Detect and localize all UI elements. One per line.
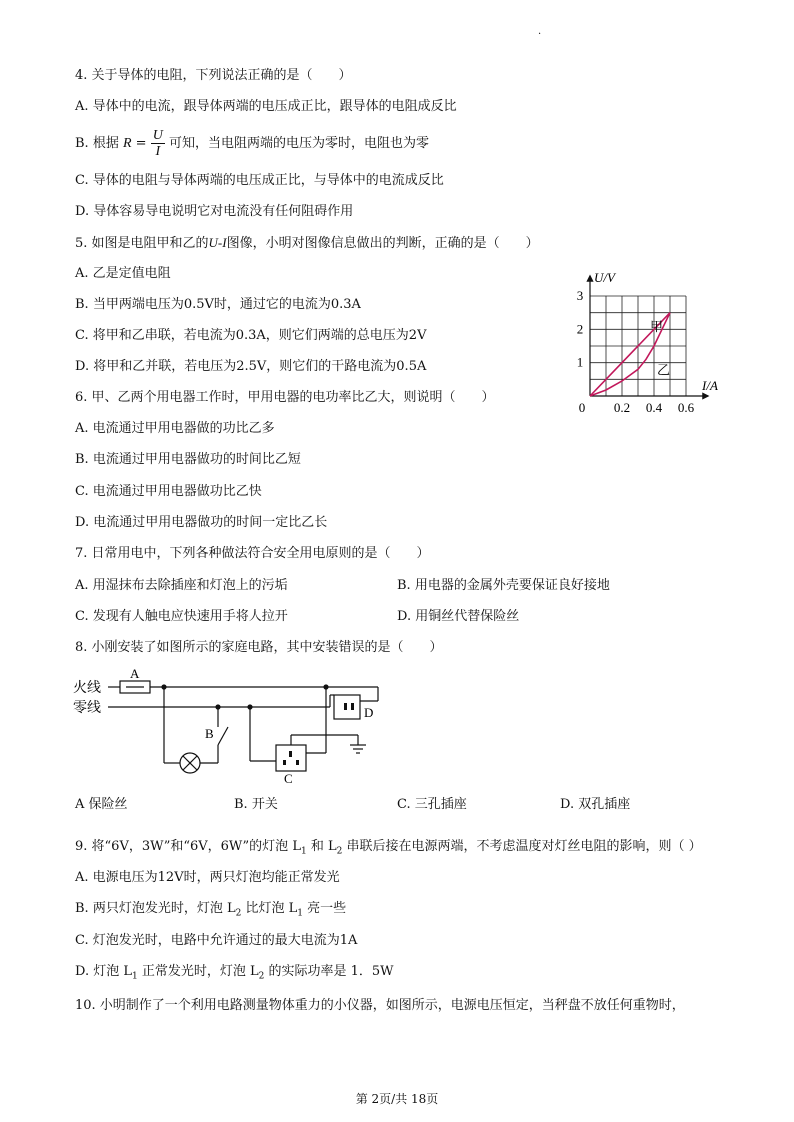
page-footer: 第 2页/共 18页 [355,1092,439,1106]
q6-option-b: B. 电流通过甲用电器做功的时间比乙短 [75,452,301,467]
label-a: A [130,666,140,681]
y-tick-label: 1 [576,354,584,370]
q7-option-d: D. 用铜丝代替保险丝 [397,609,520,624]
q10-stem: 10. 小明制作了一个利用电路测量物体重力的小仪器，如图所示，电源电压恒定，当秤盘不放任何重物时， [75,998,685,1013]
formula-denominator: I [155,144,161,159]
q9-option-b [75,900,346,923]
q5-option-d: D. 将甲和乙并联，若电压为2.5V，则它们的干路电流为0.5A [75,359,427,374]
q9-b-post: 亮一些 [302,901,347,916]
y-axis-label: U/V [594,270,615,285]
y-tick-label: 2 [576,321,584,337]
q5-option-b: B. 当甲两端电压为0.5V时，通过它的电流为0.3A [75,297,361,312]
q9-option-d [75,963,394,986]
q5-stem-post: 图像，小明对图像信息做出的判断，正确的是（ ） [226,236,539,251]
q9-stem-mid: 和 L [306,839,337,854]
q9-stem-post: 串联后接在电源两端，不考虑温度对灯丝电阻的影响，则（ ） [342,839,702,854]
q5-stem-ui: U-I [208,235,227,250]
q4-option-b-prefix: B. 根据 [75,136,119,151]
label-b: B [205,726,214,741]
q5-option-c: C. 将甲和乙串联，若电流为0.3A，则它们两端的总电压为2V [75,328,427,343]
q9-stem-pre: 9. 将“6V，3W”和“6V，6W”的灯泡 L [75,839,301,854]
q7-option-b: B. 用电器的金属外壳要保证良好接地 [397,578,610,593]
x-tick-label: 0.4 [645,400,663,415]
three-hole-socket-icon [276,745,306,771]
q4-option-b [75,126,429,162]
label-d: D [364,705,374,720]
q8-option-d: D. 双孔插座 [560,797,631,812]
top-mark: . [538,26,542,37]
series-label-yi: 乙 [657,362,671,378]
q4-option-c: C. 导体的电阻与导体两端的电压成正比，与导体中的电流成反比 [75,173,444,188]
x-axis-label: I/A [702,378,718,393]
q5-stem-pre: 5. 如图是电阻甲和乙的 [75,236,209,251]
q8-option-a: A 保险丝 [75,797,128,812]
q6-option-a: A. 电流通过甲用电器做的功比乙多 [75,421,275,436]
q9-d-mid: 正常发光时，灯泡 L [137,964,259,979]
q8-stem: 8. 小刚安装了如图所示的家庭电路，其中安装错误的是（ ） [75,640,443,655]
q8-option-c: C. 三孔插座 [397,797,467,812]
q7-stem: 7. 日常用电中，下列各种做法符合安全用电原则的是（ ） [75,546,430,561]
y-tick-label: 3 [576,288,584,303]
q9-sub-2: 2 [336,846,343,857]
formula-numerator: U [152,128,163,143]
q9-option-a: A. 电源电压为12V时，两只灯泡均能正常发光 [75,870,340,885]
q9-d-sub-2: 2 [258,971,265,982]
q4-option-d: D. 导体容易导电说明它对电流没有任何阻碍作用 [75,204,354,219]
q4-option-b-suffix: 可知，当电阻两端的电压为零时，电阻也为零 [168,136,429,151]
formula-fraction [151,128,165,159]
q6-option-d: D. 电流通过甲用电器做功的时间一定比乙长 [75,515,328,530]
q9-d-post: 的实际功率是 1．5W [264,964,394,979]
q9-stem [75,838,702,861]
q9-d-pre: D. 灯泡 L [75,964,132,979]
formula-equals: = [135,136,147,151]
label-c: C [284,771,293,786]
q7-option-c: C. 发现有人触电应快速用手将人拉开 [75,609,288,624]
q9-d-sub-1: 1 [132,971,138,982]
q9-b-sub-2: 1 [297,908,303,919]
q9-option-c: C. 灯泡发光时，电路中允许通过的最大电流为1A [75,933,358,948]
q8-option-b: B. 开关 [234,797,278,812]
q5-option-a: A. 乙是定值电阻 [75,266,171,281]
series-label-jia: 甲 [650,319,664,334]
q9-b-sub-1: 2 [235,908,242,919]
ui-chart [572,268,722,418]
live-wire-label: 火线 [73,681,101,696]
formula-r: R [122,136,132,151]
q6-stem: 6. 甲、乙两个用电器工作时，甲用电器的电功率比乙大，则说明（ ） [75,390,495,405]
q5-stem [75,234,539,253]
q6-option-c: C. 电流通过甲用电器做功比乙快 [75,484,262,499]
q9-sub-1: 1 [300,846,307,857]
switch-blade [218,727,228,745]
neutral-wire-label: 零线 [73,701,101,716]
q4-option-a: A. 导体中的电流，跟导体两端的电压成正比，跟导体的电阻成反比 [75,99,457,114]
q9-b-pre: B. 两只灯泡发光时，灯泡 L [75,901,236,916]
x-tick-label: 0 [578,400,586,415]
q4-stem: 4. 关于导体的电阻，下列说法正确的是（ ） [75,68,352,83]
x-tick-label: 0.6 [677,400,695,415]
q9-b-mid: 比灯泡 L [241,901,298,916]
x-tick-label: 0.2 [613,400,631,415]
q7-option-a: A. 用湿抹布去除插座和灯泡上的污垢 [75,578,288,593]
circuit-diagram [68,665,388,785]
